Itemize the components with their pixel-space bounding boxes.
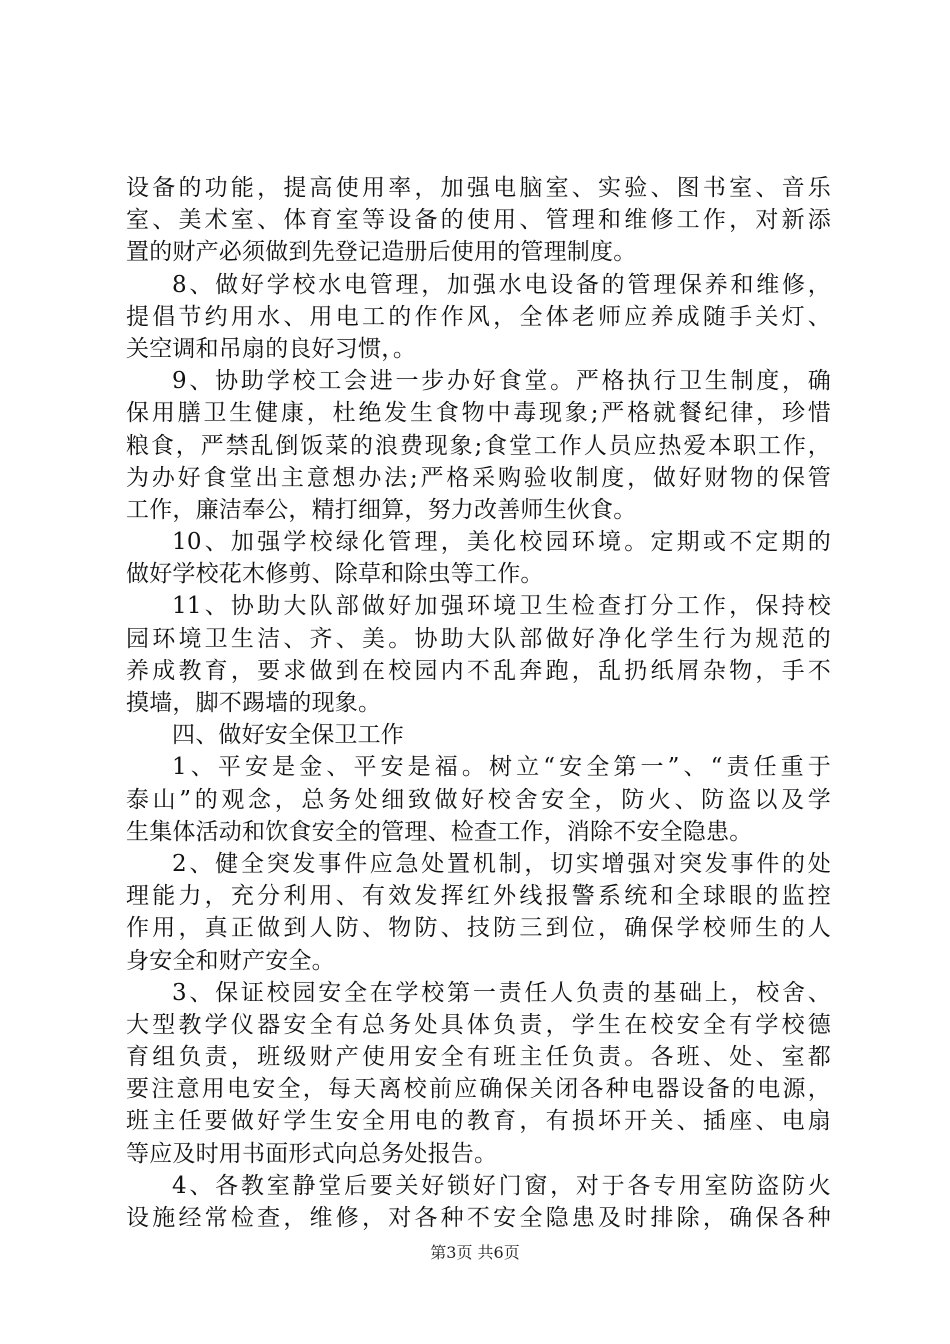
text-line: 11、协助大队部做好加强环境卫生检查打分工作，保持校 <box>172 593 831 620</box>
text-line: 8、做好学校水电管理，加强水电设备的管理保养和维修， <box>172 271 831 298</box>
text-line: 提倡节约用水、用电工的作作风，全体老师应养成随手关灯、 <box>126 303 831 330</box>
page-number-footer: 第3页 共6页 <box>430 1243 520 1262</box>
text-line: 设施经常检查，维修，对各种不安全隐患及时排除，确保各种 <box>126 1205 831 1231</box>
text-line: 做好学校花木修剪、除草和除虫等工作。 <box>126 561 544 588</box>
text-line: 生集体活动和饮食安全的管理、检查工作，消除不安全隐患。 <box>126 818 753 845</box>
text-line: 粮食，严禁乱倒饭菜的浪费现象;食堂工作人员应热爱本职工作， <box>126 432 831 459</box>
text-line: 为办好食堂出主意想办法;严格采购验收制度，做好财物的保管 <box>126 464 831 491</box>
text-line: 设备的功能，提高使用率，加强电脑室、实验、图书室、音乐 <box>126 175 831 201</box>
text-line: 室、美术室、体育室等设备的使用、管理和维修工作，对新添 <box>126 207 831 234</box>
text-line: 班主任要做好学生安全用电的教育，有损坏开关、插座、电扇 <box>126 1108 831 1135</box>
text-line: 置的财产必须做到先登记造册后使用的管理制度。 <box>126 239 637 266</box>
text-line: 养成教育，要求做到在校园内不乱奔跑，乱扔纸屑杂物，手不 <box>126 657 831 684</box>
text-line: 园环境卫生洁、齐、美。协助大队部做好净化学生行为规范的 <box>126 625 831 652</box>
text-line: 1、平安是金、平安是福。树立“安全第一”、“责任重于 <box>172 754 831 781</box>
text-line: 四、做好安全保卫工作 <box>172 722 404 749</box>
text-line: 大型教学仪器安全有总务处具体负责，学生在校安全有学校德 <box>126 1011 831 1038</box>
text-line: 理能力，充分利用、有效发挥红外线报警系统和全球眼的监控 <box>126 883 831 910</box>
text-line: 摸墙，脚不踢墙的现象。 <box>126 690 382 716</box>
text-line: 2、健全突发事件应急处置机制，切实增强对突发事件的处 <box>172 850 831 877</box>
text-line: 要注意用电安全，每天离校前应确保关闭各种电器设备的电源， <box>126 1076 831 1103</box>
text-line: 保用膳卫生健康，杜绝发生食物中毒现象;严格就餐纪律，珍惜 <box>126 400 831 427</box>
text-line: 3、保证校园安全在学校第一责任人负责的基础上，校舍、 <box>172 979 831 1006</box>
text-line: 4、各教室静堂后要关好锁好门窗，对于各专用室防盗防火 <box>172 1172 831 1199</box>
text-line: 作用，真正做到人防、物防、技防三到位，确保学校师生的人 <box>126 915 831 942</box>
text-line: 工作，廉洁奉公，精打细算，努力改善师生伙食。 <box>126 496 637 523</box>
text-line: 关空调和吊扇的良好习惯，。 <box>126 335 417 362</box>
text-line: 身安全和财产安全。 <box>126 947 335 974</box>
text-line: 9、协助学校工会进一步办好食堂。严格执行卫生制度，确 <box>172 368 831 395</box>
text-line: 泰山”的观念，总务处细致做好校舍安全，防火、防盗以及学 <box>126 786 831 813</box>
text-line: 育组负责，班级财产使用安全有班主任负责。各班、处、室都 <box>126 1044 831 1071</box>
text-line: 等应及时用书面形式向总务处报告。 <box>126 1140 498 1167</box>
text-line: 10、加强学校绿化管理，美化校园环境。定期或不定期的 <box>172 529 831 556</box>
document-body <box>126 172 831 1234</box>
